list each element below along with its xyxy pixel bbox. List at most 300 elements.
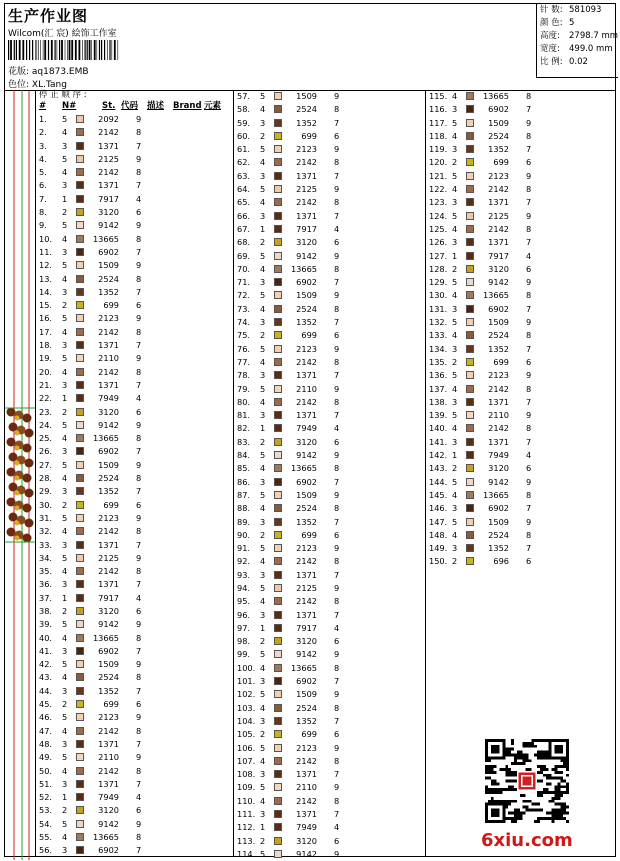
- table-row: [234, 369, 424, 382]
- stop-number: 35.: [39, 566, 53, 577]
- needle-number: 3: [62, 579, 68, 590]
- thread-description: 8: [526, 223, 532, 234]
- color-swatch: [76, 541, 84, 549]
- stop-number: 16.: [39, 313, 53, 324]
- stop-number: 31.: [39, 512, 53, 523]
- needle-number: 4: [452, 223, 458, 234]
- thread-description: 9: [334, 489, 340, 500]
- thread-code: 6902: [296, 476, 317, 487]
- thread-code: 3120: [296, 636, 317, 647]
- stat-row: [537, 17, 618, 30]
- thread-code: 1371: [488, 396, 509, 407]
- stop-number: 112.: [237, 822, 256, 833]
- table-row: [36, 499, 232, 512]
- thread-description: 7: [526, 104, 532, 115]
- table-row: [234, 635, 424, 648]
- needle-number: 4: [62, 725, 68, 736]
- table-row: [426, 502, 616, 515]
- needle-number: 5: [452, 210, 458, 221]
- thread-description: 8: [136, 672, 142, 683]
- color-swatch: [76, 713, 84, 721]
- needle-number: 2: [260, 835, 266, 846]
- stop-number: 71.: [237, 277, 251, 288]
- color-swatch: [76, 341, 84, 349]
- table-header: [36, 100, 232, 113]
- thread-code: 2142: [98, 167, 119, 178]
- table-row: [36, 539, 232, 552]
- needle-number: 4: [260, 396, 266, 407]
- needle-number: 5: [260, 742, 266, 753]
- stop-number: 91.: [237, 543, 251, 554]
- stop-number: 46.: [39, 712, 53, 723]
- table-row: [234, 343, 424, 356]
- color-swatch: [76, 687, 84, 695]
- thread-description: 7: [526, 436, 532, 447]
- stop-sequence-column: [426, 90, 616, 569]
- thread-code: 1371: [98, 379, 119, 390]
- thread-code: 2142: [488, 423, 509, 434]
- thread-description: 7: [334, 516, 340, 527]
- needle-number: 5: [260, 543, 266, 554]
- thread-code: 2123: [98, 313, 119, 324]
- color-swatch: [274, 637, 282, 645]
- color-swatch: [274, 783, 282, 791]
- stat-value: 2798.7 mm: [569, 31, 619, 41]
- needle-number: 5: [260, 689, 266, 700]
- table-row: [426, 303, 616, 316]
- thread-code: 13665: [92, 832, 119, 843]
- thread-code: 3120: [98, 406, 119, 417]
- thread-description: 9: [334, 144, 340, 155]
- color-swatch: [76, 487, 84, 495]
- stop-number: 144.: [429, 476, 448, 487]
- stat-row: [537, 4, 618, 17]
- color-swatch: [76, 527, 84, 535]
- color-swatch: [274, 704, 282, 712]
- color-swatch: [466, 172, 474, 180]
- thread-description: 9: [526, 170, 532, 181]
- thread-code: 7917: [98, 592, 119, 603]
- color-swatch: [76, 195, 84, 203]
- thread-description: 7: [136, 778, 142, 789]
- table-row: [234, 117, 424, 130]
- needle-number: 3: [62, 685, 68, 696]
- table-row: [234, 502, 424, 515]
- column-header: 代码: [121, 101, 139, 111]
- thread-description: 8: [334, 303, 340, 314]
- color-swatch: [274, 345, 282, 353]
- color-swatch: [466, 531, 474, 539]
- thread-code: 1509: [488, 117, 509, 128]
- needle-number: 2: [260, 529, 266, 540]
- stop-number: 62.: [237, 157, 251, 168]
- stop-number: 48.: [39, 738, 53, 749]
- color-swatch: [466, 504, 474, 512]
- table-row: [426, 516, 616, 529]
- color-swatch: [274, 770, 282, 778]
- thread-description: 9: [136, 552, 142, 563]
- stop-number: 56.: [39, 845, 53, 856]
- table-row: [36, 179, 232, 192]
- needle-number: 4: [62, 167, 68, 178]
- thread-code: 2524: [98, 273, 119, 284]
- thread-code: 1509: [98, 659, 119, 670]
- thread-code: 2123: [296, 144, 317, 155]
- stop-number: 39.: [39, 619, 53, 630]
- thread-description: 8: [334, 396, 340, 407]
- thread-code: 6902: [98, 446, 119, 457]
- needle-number: 5: [452, 277, 458, 288]
- thread-code: 2142: [98, 765, 119, 776]
- color-swatch: [274, 837, 282, 845]
- thread-code: 2524: [296, 702, 317, 713]
- stop-number: 128.: [429, 263, 448, 274]
- color-swatch: [274, 198, 282, 206]
- stop-number: 140.: [429, 423, 448, 434]
- stop-number: 102.: [237, 689, 256, 700]
- color-swatch: [466, 318, 474, 326]
- thread-code: 1509: [296, 689, 317, 700]
- table-row: [234, 289, 424, 302]
- color-swatch: [76, 314, 84, 322]
- table-row: [234, 768, 424, 781]
- stop-number: 68.: [237, 237, 251, 248]
- stop-number: 75.: [237, 330, 251, 341]
- color-swatch: [274, 305, 282, 313]
- thread-code: 1371: [296, 170, 317, 181]
- thread-description: 6: [136, 300, 142, 311]
- thread-description: 7: [136, 379, 142, 390]
- thread-description: 8: [334, 356, 340, 367]
- needle-number: 2: [260, 330, 266, 341]
- color-swatch: [274, 105, 282, 113]
- stop-number: 121.: [429, 170, 448, 181]
- color-swatch: [274, 464, 282, 472]
- color-swatch: [76, 474, 84, 482]
- needle-number: 3: [62, 539, 68, 550]
- stop-number: 97.: [237, 622, 251, 633]
- thread-code: 2142: [296, 157, 317, 168]
- needle-number: 5: [260, 383, 266, 394]
- color-swatch: [274, 291, 282, 299]
- table-row: [426, 210, 616, 223]
- stop-number: 116.: [429, 104, 448, 115]
- needle-number: 3: [260, 809, 266, 820]
- thread-code: 1371: [98, 778, 119, 789]
- color-swatch: [274, 92, 282, 100]
- color-swatch: [76, 634, 84, 642]
- stop-number: 132.: [429, 317, 448, 328]
- thread-code: 2125: [296, 582, 317, 593]
- color-swatch: [76, 501, 84, 509]
- needle-number: 2: [260, 729, 266, 740]
- color-swatch: [76, 514, 84, 522]
- thread-description: 8: [136, 273, 142, 284]
- thread-description: 6: [526, 157, 532, 168]
- needle-number: 5: [260, 144, 266, 155]
- thread-code: 13665: [92, 632, 119, 643]
- thread-code: 7949: [296, 423, 317, 434]
- thread-description: 8: [334, 197, 340, 208]
- thread-description: 7: [334, 715, 340, 726]
- thread-description: 4: [334, 423, 340, 434]
- thread-description: 9: [136, 752, 142, 763]
- stop-number: 49.: [39, 752, 53, 763]
- thread-description: 7: [334, 476, 340, 487]
- thread-description: 8: [136, 167, 142, 178]
- table-row: [234, 462, 424, 475]
- thread-description: 7: [136, 246, 142, 257]
- table-row: [234, 90, 424, 103]
- table-row: [36, 379, 232, 392]
- color-swatch: [76, 394, 84, 402]
- needle-number: 3: [62, 246, 68, 257]
- thread-description: 9: [136, 512, 142, 523]
- thread-code: 2142: [98, 326, 119, 337]
- needle-number: 4: [452, 423, 458, 434]
- needle-number: 2: [62, 805, 68, 816]
- thread-code: 3120: [296, 835, 317, 846]
- stat-label: 高度:: [540, 31, 560, 41]
- stop-number: 42.: [39, 659, 53, 670]
- stop-number: 69.: [237, 250, 251, 261]
- thread-description: 8: [526, 330, 532, 341]
- color-swatch: [76, 128, 84, 136]
- stop-number: 19.: [39, 353, 53, 364]
- color-swatch: [274, 398, 282, 406]
- table-row: [234, 542, 424, 555]
- color-swatch: [76, 846, 84, 854]
- thread-description: 6: [526, 463, 532, 474]
- table-row: [234, 103, 424, 116]
- needle-number: 5: [62, 752, 68, 763]
- table-row: [36, 352, 232, 365]
- stop-number: 33.: [39, 539, 53, 550]
- thread-description: 8: [136, 127, 142, 138]
- stop-number: 131.: [429, 303, 448, 314]
- column-header: St.: [102, 101, 116, 111]
- needle-number: 5: [452, 170, 458, 181]
- color-swatch: [274, 757, 282, 765]
- stop-number: 117.: [429, 117, 448, 128]
- thread-description: 8: [334, 463, 340, 474]
- color-swatch: [466, 265, 474, 273]
- table-row: [234, 489, 424, 502]
- needle-number: 5: [260, 582, 266, 593]
- thread-code: 3120: [98, 805, 119, 816]
- table-row: [426, 422, 616, 435]
- color-swatch: [466, 225, 474, 233]
- needle-number: 3: [62, 180, 68, 191]
- color-swatch: [76, 155, 84, 163]
- stop-number: 6.: [39, 180, 47, 191]
- stop-number: 93.: [237, 569, 251, 580]
- needle-number: 4: [452, 91, 458, 101]
- thread-description: 6: [526, 263, 532, 274]
- thread-code: 1371: [488, 237, 509, 248]
- stat-label: 颜 色:: [540, 18, 563, 28]
- stop-number: 99.: [237, 649, 251, 660]
- thread-code: 2142: [296, 396, 317, 407]
- color-swatch: [76, 620, 84, 628]
- needle-number: 4: [62, 765, 68, 776]
- stop-number: 129.: [429, 277, 448, 288]
- table-row: [36, 233, 232, 246]
- thread-code: 7949: [98, 393, 119, 404]
- thread-description: 9: [334, 184, 340, 195]
- table-row: [234, 436, 424, 449]
- table-row: [36, 844, 232, 857]
- thread-code: 2142: [488, 223, 509, 234]
- stop-number: 40.: [39, 632, 53, 643]
- table-row: [234, 555, 424, 568]
- thread-description: 8: [136, 566, 142, 577]
- table-row: [36, 725, 232, 738]
- color-swatch: [466, 145, 474, 153]
- table-row: [36, 206, 232, 219]
- stop-number: 52.: [39, 792, 53, 803]
- thread-code: 1371: [98, 180, 119, 191]
- table-row: [36, 831, 232, 844]
- needle-number: 3: [452, 503, 458, 514]
- thread-code: 13665: [92, 233, 119, 244]
- stop-number: 98.: [237, 636, 251, 647]
- stop-number: 85.: [237, 463, 251, 474]
- needle-number: 4: [62, 566, 68, 577]
- needle-number: 5: [452, 317, 458, 328]
- table-row: [234, 143, 424, 156]
- thread-description: 9: [334, 543, 340, 554]
- stop-number: 110.: [237, 795, 256, 806]
- table-row: [36, 765, 232, 778]
- thread-description: 7: [334, 210, 340, 221]
- thread-description: 7: [136, 140, 142, 151]
- thread-description: 7: [136, 446, 142, 457]
- color-swatch: [466, 518, 474, 526]
- table-row: [234, 675, 424, 688]
- needle-number: 2: [62, 499, 68, 510]
- thread-code: 7949: [488, 450, 509, 461]
- thread-code: 1371: [296, 410, 317, 421]
- thread-description: 7: [334, 170, 340, 181]
- needle-number: 3: [452, 543, 458, 554]
- needle-number: 3: [260, 569, 266, 580]
- table-row: [234, 303, 424, 316]
- color-swatch: [274, 371, 282, 379]
- color-swatch: [274, 664, 282, 672]
- color-swatch: [76, 673, 84, 681]
- stop-number: 59.: [237, 117, 251, 128]
- table-row: [234, 449, 424, 462]
- needle-number: 3: [260, 370, 266, 381]
- needle-number: 3: [260, 210, 266, 221]
- needle-number: 3: [260, 410, 266, 421]
- color-swatch: [76, 806, 84, 814]
- thread-code: 2142: [296, 556, 317, 567]
- table-row: [426, 250, 616, 263]
- thread-description: 8: [334, 596, 340, 607]
- thread-code: 2125: [98, 153, 119, 164]
- thread-code: 1509: [488, 516, 509, 527]
- color-swatch: [76, 434, 84, 442]
- thread-code: 1352: [296, 317, 317, 328]
- table-row: [426, 156, 616, 169]
- color-swatch: [76, 301, 84, 309]
- table-row: [36, 273, 232, 286]
- thread-code: 13665: [92, 433, 119, 444]
- column-header: Brand: [173, 101, 202, 111]
- stop-number: 130.: [429, 290, 448, 301]
- stop-number: 32.: [39, 526, 53, 537]
- needle-number: 4: [260, 197, 266, 208]
- stop-number: 77.: [237, 356, 251, 367]
- color-swatch: [76, 235, 84, 243]
- thread-description: 9: [136, 153, 142, 164]
- thread-description: 7: [136, 579, 142, 590]
- needle-number: 3: [452, 303, 458, 314]
- needle-number: 5: [62, 552, 68, 563]
- color-swatch: [76, 554, 84, 562]
- thread-code: 2110: [296, 782, 317, 793]
- stop-number: 122.: [429, 184, 448, 195]
- thread-description: 6: [334, 529, 340, 540]
- table-row: [426, 356, 616, 369]
- needle-number: 4: [260, 662, 266, 673]
- table-row: [36, 153, 232, 166]
- thread-description: 9: [334, 782, 340, 793]
- table-row: [426, 436, 616, 449]
- color-swatch: [76, 820, 84, 828]
- needle-number: 2: [62, 207, 68, 218]
- color-swatch: [76, 115, 84, 123]
- thread-description: 7: [136, 845, 142, 856]
- table-row: [36, 286, 232, 299]
- stop-number: 119.: [429, 144, 448, 155]
- table-row: [36, 738, 232, 751]
- table-row: [36, 671, 232, 684]
- thread-code: 1509: [296, 489, 317, 500]
- needle-number: 3: [260, 676, 266, 687]
- needle-number: 5: [62, 818, 68, 829]
- thread-description: 4: [334, 822, 340, 833]
- color-swatch: [274, 265, 282, 273]
- stat-label: 比 例:: [540, 57, 563, 67]
- stop-number: 2.: [39, 127, 47, 138]
- stop-number: 78.: [237, 370, 251, 381]
- thread-description: 7: [334, 117, 340, 128]
- stop-number: 58.: [237, 104, 251, 115]
- color-swatch: [76, 607, 84, 615]
- thread-description: 4: [526, 250, 532, 261]
- thread-description: 4: [136, 393, 142, 404]
- color-swatch: [274, 624, 282, 632]
- thread-code: 2123: [98, 712, 119, 723]
- thread-description: 6: [334, 130, 340, 141]
- stop-number: 26.: [39, 446, 53, 457]
- needle-number: 5: [260, 184, 266, 195]
- color-swatch: [274, 225, 282, 233]
- needle-number: 5: [260, 489, 266, 500]
- thread-description: 7: [526, 237, 532, 248]
- thread-code: 6902: [98, 845, 119, 856]
- thread-code: 2092: [98, 114, 119, 124]
- needle-number: 2: [452, 263, 458, 274]
- needle-number: 5: [62, 153, 68, 164]
- table-row: [234, 316, 424, 329]
- table-row: [234, 529, 424, 542]
- stop-number: 50.: [39, 765, 53, 776]
- stop-number: 14.: [39, 286, 53, 297]
